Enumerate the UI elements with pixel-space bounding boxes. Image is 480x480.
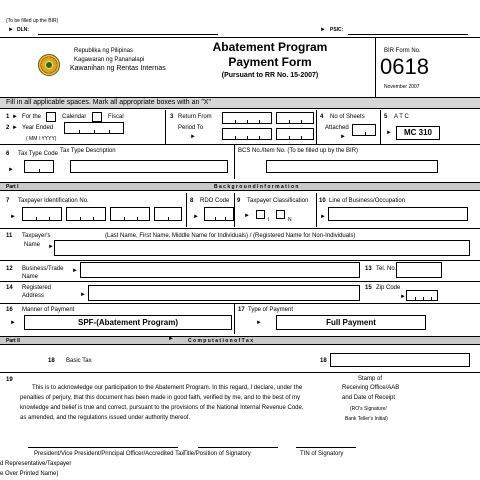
basic-tax-label: Basic Tax	[66, 358, 92, 364]
row7-divider	[186, 193, 187, 227]
header-top-rule	[0, 37, 480, 38]
agency-line1: Republika ng Pilipinas	[74, 48, 134, 54]
fiscal-label: Fiscal	[108, 114, 124, 120]
calendar-checkbox[interactable]	[46, 112, 56, 122]
period-to-field[interactable]	[222, 128, 272, 140]
taxpayer-name-hint: (Last Name, First Name, Middle Name for Individuals) / (Registered Name for Non-Individuals)	[105, 233, 356, 239]
period-to-field-2[interactable]	[276, 128, 314, 140]
tin-label: Taxpayer Identification No.	[18, 198, 89, 204]
form-date: November 2007	[384, 84, 420, 90]
tin-signatory-label: TIN of Signatory	[300, 451, 344, 457]
tax-type-desc-label: Tax Type Description	[60, 148, 116, 154]
class-n-label: N	[288, 217, 292, 223]
atc-label: A T C	[394, 114, 409, 120]
item-number: 19	[6, 377, 13, 383]
arrow-right-icon: ►	[8, 27, 14, 33]
arrow-right-icon: ►	[12, 125, 18, 131]
attached-label: Attached	[325, 125, 349, 131]
signature-line[interactable]	[28, 447, 178, 448]
arrow-right-icon: ►	[320, 214, 326, 220]
row16-divider	[234, 304, 235, 334]
arrow-right-icon: ►	[80, 292, 86, 298]
form-title-line2: Payment Form	[228, 55, 312, 69]
row6-divider	[234, 145, 235, 179]
sheets-field[interactable]	[352, 124, 376, 136]
item-number: 18	[48, 358, 55, 364]
psic-line	[348, 34, 468, 35]
item-number: 5	[384, 114, 388, 120]
signatory-label: President/Vice President/Principal Officer/Accredited Tax	[34, 451, 185, 457]
item-number: 15	[365, 285, 372, 291]
dln-label: DLN:	[17, 27, 29, 33]
part1-label: Part I	[6, 184, 19, 190]
item-number: 7	[6, 198, 10, 204]
arrow-right-icon: ►	[72, 268, 78, 274]
business-name-field[interactable]	[80, 262, 360, 278]
item-number: 14	[6, 285, 13, 291]
type-of-payment-label: Type of Payment	[248, 307, 294, 313]
stamp-label-4: (RO's Signature/	[350, 406, 387, 412]
row7-divider	[234, 193, 235, 227]
return-from-field[interactable]	[222, 112, 272, 124]
taxpayer-name-label: Taxpayer's	[22, 233, 51, 239]
arrow-right-icon: ►	[386, 130, 392, 136]
lob-label: Line of Business/Occupation	[329, 198, 406, 204]
arrow-right-icon: ►	[256, 320, 262, 326]
class-i-label: I	[268, 217, 270, 223]
form-number: 0618	[380, 54, 429, 79]
part2-title: C o m p u t a t i o n o f T a x	[188, 338, 253, 344]
address-label: Registered	[22, 285, 52, 291]
item-number: 4	[320, 114, 324, 120]
for-the-label: For the	[22, 114, 42, 120]
manner-of-payment-label: Manner of Payment	[22, 307, 75, 313]
tin-field-4[interactable]	[154, 207, 182, 221]
business-name-label: Business/Trade	[22, 266, 64, 272]
psic-label: PSIC:	[330, 27, 344, 33]
arrow-right-icon: ►	[400, 294, 406, 300]
basic-tax-field[interactable]	[330, 353, 470, 367]
title-position-label: Title/Position of Signatory	[183, 451, 251, 457]
bcs-label: BCS No./Item No. (To be filled up by the BIR)	[238, 148, 359, 154]
business-name-label-2: Name	[22, 274, 39, 280]
bcs-field[interactable]	[266, 160, 438, 173]
agency-line3: Kawanihan ng Rentas Internas	[70, 65, 166, 72]
rdo-code-field[interactable]	[204, 207, 234, 221]
title-line[interactable]	[198, 447, 278, 448]
year-ended-label: Year Ended	[22, 125, 54, 131]
zip-label: Zip Code	[376, 285, 401, 291]
instructions-text: Fill in all applicable spaces. Mark all appropriate boxes with an "X"	[6, 99, 211, 106]
tin-signatory-line[interactable]	[296, 447, 356, 448]
declaration-line2: penalties of perjury, that this document has been made in good faith, verified by me, and to the best of my	[20, 395, 301, 401]
tel-field[interactable]	[396, 262, 442, 278]
agency-line2: Kagawaran ng Pananalapi	[74, 57, 145, 63]
year-ended-field[interactable]	[64, 122, 124, 134]
signatory-label-3: e Over Printed Name)	[0, 471, 59, 477]
tin-field-3[interactable]	[110, 207, 150, 221]
arrow-right-icon: ►	[190, 134, 196, 140]
item-number: 17	[238, 307, 245, 313]
form-subtitle: (Pursuant to RR No. 15-2007)	[221, 72, 319, 79]
row7-divider	[316, 193, 317, 227]
calendar-label: Calendar	[62, 114, 87, 120]
class-nonindividual-checkbox[interactable]	[276, 210, 285, 219]
item-number: 3	[170, 114, 174, 120]
stamp-label-1: Stamp of	[358, 376, 383, 382]
arrow-right-icon: ►	[168, 336, 174, 342]
item-number: 8	[190, 198, 194, 204]
tin-field-1[interactable]	[22, 207, 62, 221]
item-number: 9	[237, 198, 241, 204]
tax-type-code-label: Tax Type Code	[18, 151, 58, 157]
arrow-right-icon: ►	[48, 244, 54, 250]
form-title-line1: Abatement Program	[212, 40, 328, 54]
row1-divider	[380, 110, 381, 144]
item-number: 6	[6, 151, 10, 157]
row-rule	[0, 144, 480, 145]
taxpayer-name-field[interactable]	[54, 240, 470, 256]
part1-title: B a c k g r o u n d I n f o r m a t i o n	[214, 184, 299, 190]
signatory-label-2: d Representative/Taxpayer	[0, 461, 72, 467]
zip-code-field[interactable]	[406, 290, 438, 301]
row-rule	[0, 281, 480, 282]
item-number: 16	[6, 307, 13, 313]
taxpayer-name-label-2: Name	[24, 242, 41, 248]
return-from-field-2[interactable]	[276, 112, 314, 124]
address-label-2: Address	[22, 293, 45, 299]
sheets-label: No of Sheets	[330, 114, 365, 120]
item-number: 18	[320, 358, 327, 364]
row1-divider	[316, 110, 317, 144]
class-individual-checkbox[interactable]	[256, 210, 265, 219]
row-rule	[0, 260, 480, 261]
row-rule	[0, 372, 480, 373]
tel-label: Tel. No.	[376, 266, 397, 272]
rdo-label: RDO Code	[200, 198, 230, 204]
stamp-label-5: Bank Teller's Initial)	[345, 416, 388, 422]
row-rule	[0, 303, 480, 304]
arrow-right-icon: ►	[193, 214, 199, 220]
header-divider	[375, 38, 376, 97]
arrow-right-icon: ►	[244, 213, 250, 219]
bir-note: (To be filled up the BIR)	[6, 18, 59, 24]
item-number: 12	[6, 266, 13, 272]
return-from-label: Return From	[178, 114, 212, 120]
stamp-label-2: Receiving Office/AAB	[342, 385, 400, 391]
declaration-line4: as amended, and the regulations issued under authority thereof.	[20, 415, 191, 421]
arrow-right-icon: ►	[8, 167, 14, 173]
manner-of-payment-value[interactable]: SPF-(Abatement Program)	[24, 315, 232, 330]
item-number: 2	[6, 125, 10, 131]
arrow-right-icon: ►	[12, 114, 18, 120]
row1-divider	[165, 110, 166, 144]
arrow-right-icon: ►	[10, 214, 16, 220]
arrow-right-icon: ►	[10, 320, 16, 326]
tax-type-code-field[interactable]	[24, 160, 54, 173]
item-number: 11	[6, 233, 13, 239]
lob-field[interactable]	[328, 207, 468, 221]
stamp-label-3: and Date of Receipt	[342, 395, 396, 401]
type-of-payment-value[interactable]: Full Payment	[276, 315, 426, 330]
row-rule	[0, 228, 480, 229]
item-number: 1	[6, 114, 10, 120]
tax-type-desc-field[interactable]	[70, 160, 228, 173]
arrow-right-icon: ►	[340, 134, 346, 140]
fiscal-checkbox[interactable]	[92, 112, 102, 122]
item-number: 13	[365, 266, 372, 272]
bir-seal-icon	[38, 54, 60, 76]
address-field[interactable]	[88, 285, 360, 301]
atc-code-field[interactable]: MC 310	[396, 126, 440, 140]
declaration-line1: This is to acknowledge our participation to the Abatement Program. In this regard, I declare, under the	[32, 385, 303, 391]
form-no-label: BIR Form No.	[384, 48, 421, 54]
part2-label: Part II	[6, 338, 20, 344]
date-format-hint: ( MM / YYYY)	[26, 136, 57, 142]
dln-line	[38, 34, 218, 35]
period-to-label: Period To	[178, 125, 204, 131]
tin-field-2[interactable]	[66, 207, 106, 221]
item-number: 10	[319, 198, 326, 204]
declaration-line3: knowledge and belief is true and correct, pursuant to the provisions of the National Internal Revenue Code,	[20, 405, 304, 411]
arrow-right-icon: ►	[320, 27, 326, 33]
classification-label: Taxpayer Classification	[247, 198, 309, 204]
